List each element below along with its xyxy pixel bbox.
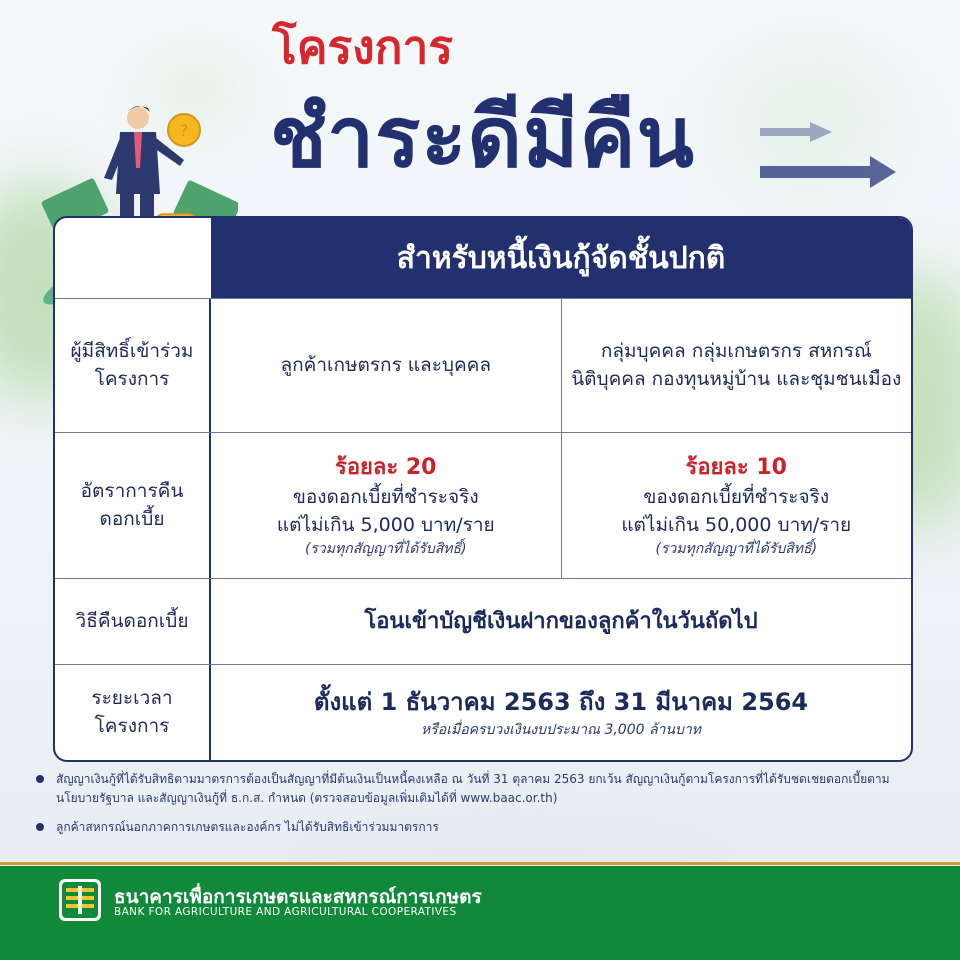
- footnote-text: สัญญาเงินกู้ที่ได้รับสิทธิตามมาตรการต้องเป็นสัญญาที่มีต้นเงินเป็นหนี้คงเหลือ ณ วันที่ 31 ตุลาคม 2563 ยกเว้น สัญญาเงินกู้ตามโครงการที่ได้รับชดเชยดอกเบี้ยตามนโยบายรัฐบาล และสัญญาเงินกู้ที่ ธ.ก.ส. กำหนด (ตรวจสอบข้อมูลเพิ่มเติมได้ที่ www.baac.or.th): [56, 772, 890, 806]
- refund-method: [211, 579, 911, 665]
- cell-text: นิติบุคคล กองทุนหมู่บ้าน และชุมชนเมือง: [571, 368, 902, 390]
- table-row: [55, 578, 911, 665]
- table-row: [55, 664, 911, 761]
- program-label: โครงการ: [272, 20, 454, 74]
- cell-text: แต่ไม่เกิน 50,000 บาท/ราย: [621, 513, 852, 536]
- row-label-line: ดอกเบี้ย: [99, 508, 165, 530]
- card-heading: สำหรับหนี้เงินกู้จัดชั้นปกติ: [211, 218, 911, 298]
- cell-text: ลูกค้าเกษตรกร และบุคคล: [280, 354, 492, 377]
- cell-text: แต่ไม่เกิน 5,000 บาท/ราย: [276, 513, 495, 536]
- row-label-line: อัตราการคืน: [80, 480, 184, 503]
- cell-text: กลุ่มบุคคล กลุ่มเกษตรกร สหกรณ์: [600, 340, 872, 363]
- row-label: [55, 299, 211, 433]
- row-label-line: ระยะเวลา: [91, 687, 173, 710]
- refund-percent: ร้อยละ 20: [335, 455, 437, 481]
- divider: [0, 862, 960, 865]
- footnote: [36, 818, 926, 837]
- refund-rate-groups: [562, 433, 912, 579]
- bank-name-english: BANK FOR AGRICULTURE AND AGRICULTURAL COOPERATIVES: [114, 906, 457, 918]
- refund-percent: ร้อยละ 10: [685, 455, 787, 481]
- refund-rate-individuals: [211, 433, 562, 579]
- row-label: [55, 433, 211, 579]
- cell-text: ตั้งแต่ 1 ธันวาคม 2563 ถึง 31 มีนาคม 2564: [313, 688, 809, 717]
- row-label: [55, 579, 211, 665]
- row-label-line: ผู้มีสิทธิ์เข้าร่วม: [70, 340, 194, 363]
- cell-text: ของดอกเบี้ยที่ชำระจริง: [643, 486, 830, 509]
- baac-logo: [58, 878, 102, 922]
- bank-name-thai: ธนาคารเพื่อการเกษตรและสหกรณ์การเกษตร: [114, 886, 482, 908]
- footnote-text: ลูกค้าสหกรณ์นอกภาคการเกษตรและองค์กร ไม่ได้รับสิทธิเข้าร่วมมาตรการ: [56, 820, 439, 834]
- cell-text: โอนเข้าบัญชีเงินฝากของลูกค้าในวันถัดไป: [364, 609, 758, 635]
- svg-text:?: ?: [179, 121, 189, 140]
- info-card: [53, 216, 913, 762]
- row-label-line: วิธีคืนดอกเบี้ย: [75, 610, 189, 633]
- row-label: [55, 665, 211, 761]
- cell-note: (รวมทุกสัญญาที่ได้รับสิทธิ์): [655, 541, 818, 558]
- footnote: [36, 770, 926, 808]
- bullet-icon: [36, 823, 44, 831]
- row-label-line: โครงการ: [94, 368, 170, 390]
- eligible-groups: [562, 299, 912, 433]
- eligible-individuals: [211, 299, 562, 433]
- cell-note: หรือเมื่อครบวงเงินงบประมาณ 3,000 ล้านบาท: [421, 722, 701, 739]
- program-title: ชำระดีมีคืน: [270, 88, 695, 186]
- card-corner: [55, 218, 211, 298]
- row-label-line: โครงการ: [94, 715, 170, 737]
- cell-text: ของดอกเบี้ยที่ชำระจริง: [292, 486, 479, 509]
- bullet-icon: [36, 775, 44, 783]
- table-row: [55, 298, 911, 433]
- program-period: [211, 665, 911, 761]
- arrow-right-icon: [760, 120, 900, 200]
- cell-note: (รวมทุกสัญญาที่ได้รับสิทธิ์): [304, 541, 467, 558]
- info-table: [55, 298, 911, 760]
- table-row: [55, 432, 911, 579]
